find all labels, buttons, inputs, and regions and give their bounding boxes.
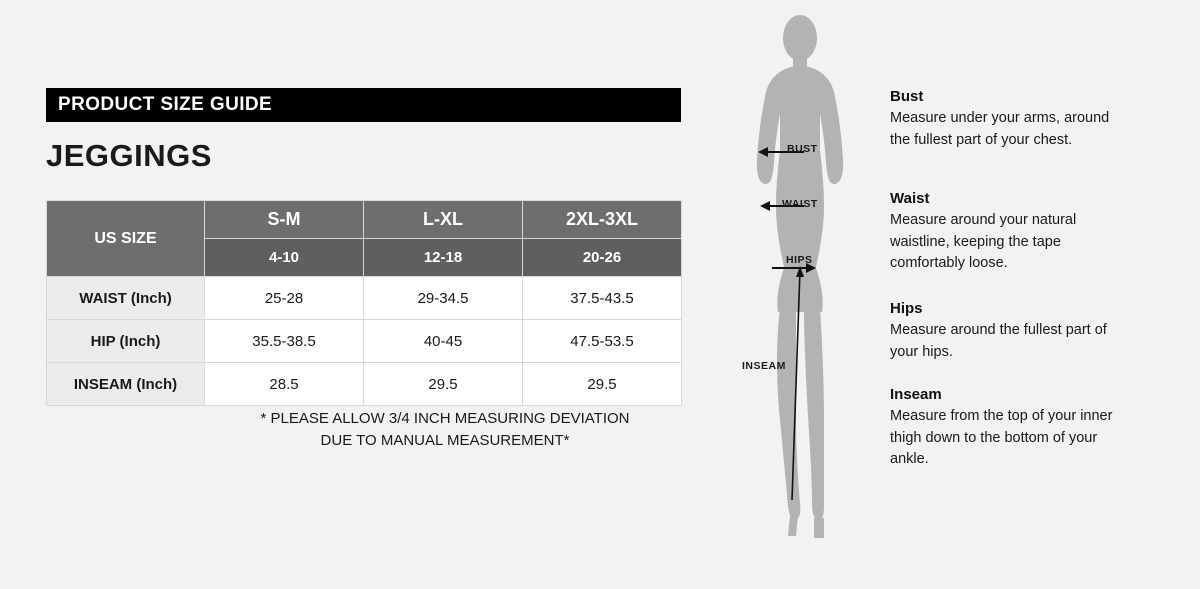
cell-inseam-2xl3xl: 29.5 xyxy=(523,363,682,406)
instruction-waist xyxy=(890,190,1130,275)
table-row xyxy=(47,320,682,363)
figure-label-waist: WAIST xyxy=(782,198,818,210)
measurement-note-line2: DUE TO MANUAL MEASUREMENT* xyxy=(320,432,570,449)
page-title: JEGGINGS xyxy=(46,138,212,173)
figure-label-bust: BUST xyxy=(787,143,818,155)
cell-hip-lxl: 40-45 xyxy=(364,320,523,363)
female-silhouette-icon xyxy=(700,0,900,584)
size-column-range-3: 20-26 xyxy=(523,239,682,277)
instruction-inseam-title: Inseam xyxy=(890,386,942,403)
size-chart-table xyxy=(46,200,682,406)
cell-waist-sm: 25-28 xyxy=(205,277,364,320)
instruction-bust-title: Bust xyxy=(890,88,924,105)
cell-hip-2xl3xl: 47.5-53.5 xyxy=(523,320,682,363)
table-row xyxy=(47,363,682,406)
cell-hip-sm: 35.5-38.5 xyxy=(205,320,364,363)
row-label-waist: WAIST (Inch) xyxy=(47,277,205,320)
size-column-range-2: 12-18 xyxy=(364,239,523,277)
instruction-waist-title: Waist xyxy=(890,190,930,207)
row-label-inseam: INSEAM (Inch) xyxy=(47,363,205,406)
instruction-inseam xyxy=(890,386,1130,471)
instruction-inseam-body: Measure from the top of your inner thigh down to the bottom of your ankle. xyxy=(890,408,1113,467)
size-column-header-3: 2XL-3XL xyxy=(523,201,682,239)
measurement-figure xyxy=(700,0,900,584)
cell-inseam-lxl: 29.5 xyxy=(364,363,523,406)
size-guide-banner xyxy=(46,88,681,122)
instruction-bust-body: Measure under your arms, around the fullest part of your chest. xyxy=(890,110,1110,148)
table-row xyxy=(47,277,682,320)
instruction-hips-body: Measure around the fullest part of your hips. xyxy=(890,322,1107,360)
instruction-waist-body: Measure around your natural waistline, keeping the tape comfortably loose. xyxy=(890,212,1077,271)
us-size-header: US SIZE xyxy=(47,201,205,277)
measurement-instructions xyxy=(890,0,1190,584)
row-label-hip: HIP (Inch) xyxy=(47,320,205,363)
figure-label-inseam: INSEAM xyxy=(742,360,786,372)
figure-label-hips: HIPS xyxy=(786,254,813,266)
size-guide-banner-label: PRODUCT SIZE GUIDE xyxy=(58,94,273,115)
measurement-note xyxy=(205,408,685,452)
cell-waist-2xl3xl: 37.5-43.5 xyxy=(523,277,682,320)
cell-inseam-sm: 28.5 xyxy=(205,363,364,406)
size-column-header-1: S-M xyxy=(205,201,364,239)
table-header-row xyxy=(47,201,682,239)
cell-waist-lxl: 29-34.5 xyxy=(364,277,523,320)
instruction-hips-title: Hips xyxy=(890,300,923,317)
instruction-hips xyxy=(890,300,1130,363)
measurement-note-line1: * PLEASE ALLOW 3/4 INCH MEASURING DEVIATION xyxy=(260,410,630,427)
instruction-bust xyxy=(890,88,1130,151)
size-column-range-1: 4-10 xyxy=(205,239,364,277)
size-column-header-2: L-XL xyxy=(364,201,523,239)
